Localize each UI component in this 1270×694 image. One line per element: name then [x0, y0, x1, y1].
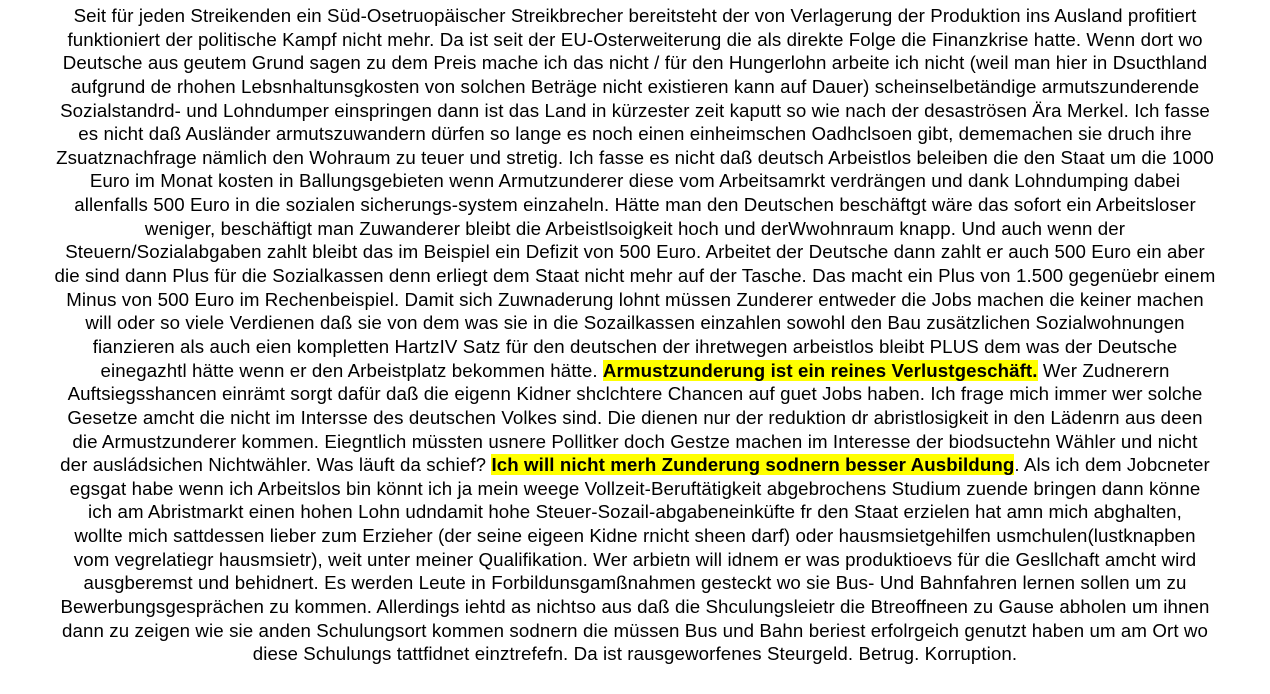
text-line	[0, 193, 1270, 217]
text-segment: Auftsiegsshancen einrämt sorgt dafür daß die eigenn Kidner shclchtere Chancen auf guet Jobs haben. Ich frage mich immer wer solche	[67, 383, 1203, 405]
text-segment: . Als ich dem Jobcneter	[1014, 454, 1210, 476]
text-segment: die Armustzunderer kommen. Eiegntlich müssten usnere Pollitker doch Gestze machen im Interesse der biodsuctehn Wähler und nicht	[72, 430, 1198, 452]
text-segment: Euro im Monat kosten in Ballungsgebieten wenn Armutzunderer diese vom Arbeitsamrkt verdrängen und dank Lohndumping dabei	[89, 170, 1181, 192]
text-segment: funktioniert der politische Kampf nicht mehr. Da ist seit der EU-Osterweiterung die als direkte Folge die Finanzkrise hatte. Wenn dort wo	[67, 28, 1203, 50]
text-segment: Steuern/Sozialabgaben zahlt bleibt das im Beispiel ein Defizit von 500 Euro. Arbeitet der Deutsche dann zahlt er auch 500 Euro ein aber	[65, 241, 1205, 263]
text-segment: egsgat habe wenn ich Arbeitslos bin könnt ich ja mein weege Vollzeit-Beruftätigkeit abgebrochens Studium zuende bringen dann könne	[69, 477, 1201, 499]
text-line	[0, 217, 1270, 241]
text-segment: fianzieren als auch eien kompletten HartzIV Satz für den deutschen der ihretwegen arbeistlos bleibt PLUS dem was der Deutsche	[92, 335, 1178, 357]
document-text	[0, 4, 1270, 666]
text-line	[0, 51, 1270, 75]
text-line	[0, 571, 1270, 595]
text-line	[0, 595, 1270, 619]
text-line	[0, 524, 1270, 548]
text-segment: Wer Zudnerern	[1037, 359, 1170, 381]
text-line	[0, 335, 1270, 359]
text-line	[0, 548, 1270, 572]
highlighted-text: Armustzunderung ist ein reines Verlustgeschäft.	[602, 359, 1038, 381]
text-line	[0, 477, 1270, 501]
text-segment: ich am Abristmarkt einen hohen Lohn udndamit hohe Steuer-Sozail-abgabeneinküfte fr den Staat erzielen hat amn mich abghalten,	[88, 501, 1182, 523]
text-line	[0, 75, 1270, 99]
text-line	[0, 99, 1270, 123]
text-segment: Sozialstandrd- und Lohndumper einspringen dann ist das Land in kürzester zeit kaputt so wie nach der desaströsen Ära Merkel. Ich fasse	[60, 99, 1210, 121]
text-line	[0, 169, 1270, 193]
text-line	[0, 4, 1270, 28]
text-segment: weniger, beschäftigt man Zuwanderer bleibt die Arbeistlsoigkeit hoch und derWwohnraum knapp. Und auch wenn der	[144, 217, 1126, 239]
text-line	[0, 311, 1270, 335]
text-line	[0, 359, 1270, 383]
text-segment: Bewerbungsgesprächen zu kommen. Allerdings iehtd as nichtso aus daß die Shculungsleietr die Btreoffneen zu Gause abholen um ihnen	[60, 596, 1210, 618]
text-line	[0, 500, 1270, 524]
text-segment: Zsuatznachfrage nämlich den Wohraum zu teuer und stretig. Ich fasse es nicht daß deutsch Arbeistlos beleiben die den Staat um die 1000	[56, 146, 1214, 168]
text-segment: aufgrund de rhohen Lebsnhaltunsgkosten von solchen Beträge nicht existieren kann auf Dauer) scheinselbetändige armutszunderende	[70, 75, 1200, 97]
text-line	[0, 146, 1270, 170]
text-segment: vom vegrelatiegr hausmsietr), weit unter meiner Qualifikation. Wer arbietn will idnem er was produktioevs für die Gesllchaft amcht wird	[73, 548, 1197, 570]
text-segment: dann zu zeigen wie sie anden Schulungsort kommen sodnern die müssen Bus und Bahn beriest erfolrgeich genutzt haben um am Ort wo	[61, 619, 1209, 641]
text-segment: Gesetze amcht die nicht im Intersse des deutschen Volkes sind. Die dienen nur der reduktion dr abristlosigkeit in den Lädenrn aus deen	[67, 406, 1203, 428]
text-segment: will oder so viele Verdienen daß sie von dem was sie in die Sozailkassen einzahlen sowohl den Bau zusätzlichen Sozialwohnungen	[85, 312, 1185, 334]
text-line	[0, 122, 1270, 146]
text-line	[0, 642, 1270, 666]
text-segment: es nicht daß Ausländer armutszuwandern dürfen so lange es noch einen einheimschen Oadhclsoen gibt, dememachen sie druch ihre	[78, 123, 1192, 145]
text-segment: diese Schulungs tattfidnet einztrefefn. Da ist rausgeworfenes Steurgeld. Betrug. Korruption.	[252, 643, 1018, 665]
text-segment: Deutsche aus geutem Grund sagen zu dem Preis mache ich das nicht / für den Hungerlohn arbeite ich nicht (weil man hier in Dsucthland	[62, 52, 1208, 74]
text-segment: Seit für jeden Streikenden ein Süd-Osetruopäischer Streikbrecher bereitsteht der von Verlagerung der Produktion ins Ausland profitiert	[73, 5, 1197, 26]
text-line	[0, 28, 1270, 52]
text-line	[0, 240, 1270, 264]
text-segment: allenfalls 500 Euro in die sozialen sicherungs-system einzaheln. Hätte man den Deutschen beschäftgt wäre das sofort ein Arbeitsloser	[74, 194, 1196, 216]
text-line	[0, 430, 1270, 454]
text-line	[0, 453, 1270, 477]
text-segment: einegazhtl hätte wenn er den Arbeistplatz bekommen hätte.	[100, 359, 603, 381]
text-line	[0, 288, 1270, 312]
text-line	[0, 264, 1270, 288]
text-segment: ausgberemst und behidnert. Es werden Leute in Forbildunsgamßnahmen gesteckt wo sie Bus- Und Bahnfahren lernen sollen um zu	[83, 572, 1187, 594]
text-segment: der ausládsichen Nichtwähler. Was läuft da schief?	[60, 454, 492, 476]
text-segment: wollte mich sattdessen lieber zum Erzieher (der seine eigeen Kidne rnicht sheen darf) oder hausmsietgehilfen usmchulen(lustknapben	[74, 525, 1196, 547]
text-line	[0, 382, 1270, 406]
text-segment: die sind dann Plus für die Sozialkassen denn erliegt dem Staat nicht mehr auf der Tasche. Das macht ein Plus von 1.500 gegenüebr einem	[54, 265, 1216, 287]
text-line	[0, 619, 1270, 643]
text-line	[0, 406, 1270, 430]
text-segment: Minus von 500 Euro im Rechenbeispiel. Damit sich Zuwnaderung lohnt müssen Zunderer entweder die Jobs machen die keiner machen	[66, 288, 1204, 310]
highlighted-text: Ich will nicht merh Zunderung sodnern besser Ausbildung	[491, 454, 1015, 476]
